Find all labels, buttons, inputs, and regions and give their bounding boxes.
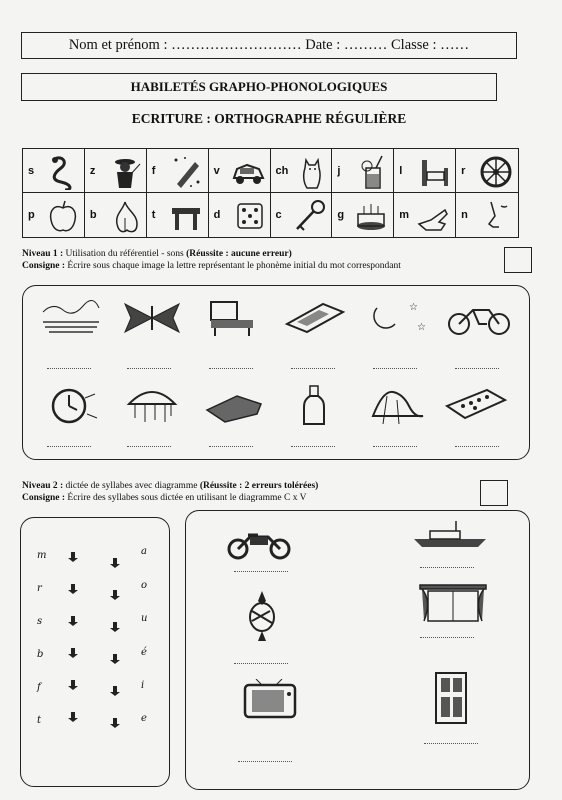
- ref-cell-ch: ch: [271, 149, 333, 193]
- ref-cell-m: m: [394, 193, 456, 237]
- armchair-icon: [203, 298, 263, 338]
- dictation-picture-frame: [185, 510, 530, 790]
- zorro-icon: [109, 154, 141, 190]
- answer-line[interactable]: [47, 446, 91, 447]
- niveau1-heading: Niveau 1 : Utilisation du référentiel - sons (Réussite : aucune erreur): [22, 249, 292, 259]
- title-box: [21, 73, 497, 101]
- ref-cell-g: g: [332, 193, 394, 237]
- cake-icon: [354, 198, 388, 234]
- answer-line[interactable]: [373, 446, 417, 447]
- consonant: m: [37, 550, 47, 561]
- answer-line[interactable]: [209, 368, 253, 369]
- door-icon: [432, 669, 472, 727]
- answer-line[interactable]: [291, 368, 335, 369]
- consonant: f: [37, 682, 41, 693]
- ref-cell-t: t: [147, 193, 209, 237]
- niveau1-consigne: Consigne : Écrire sous chaque image la lettre représentant le phonème initial du mot correspondant: [22, 261, 401, 271]
- ref-cell-b: b: [85, 193, 147, 237]
- ref-cell-l: l: [394, 149, 456, 193]
- niveau2-score-box[interactable]: [480, 480, 508, 506]
- answer-line[interactable]: [424, 743, 478, 744]
- answer-line[interactable]: [420, 637, 474, 638]
- answer-line[interactable]: [127, 368, 171, 369]
- niveau1-picture-frame: [22, 285, 530, 460]
- moon-icon: [367, 300, 427, 336]
- svg-text:☆: ☆: [417, 322, 426, 333]
- candy-icon: [242, 587, 282, 645]
- banana-icon: [111, 198, 141, 236]
- television-icon: [242, 679, 298, 721]
- motorbike-icon: [226, 523, 292, 561]
- consonant: s: [37, 616, 43, 627]
- ref-cell-v: v: [209, 149, 271, 193]
- bread-icon: [203, 388, 265, 424]
- rug-icon: [283, 300, 347, 334]
- ref-cell-n: n: [456, 193, 518, 237]
- butterfly-icon: [121, 300, 183, 336]
- answer-line[interactable]: [291, 446, 335, 447]
- cat-icon: [298, 154, 326, 192]
- jellyfish-icon: [121, 386, 183, 426]
- answer-line[interactable]: [455, 368, 499, 369]
- apple-icon: [47, 198, 79, 234]
- vowel: o: [141, 580, 148, 591]
- ref-cell-z: z: [85, 149, 147, 193]
- consonant: r: [37, 583, 42, 594]
- rocket-icon: [171, 154, 203, 190]
- answer-line[interactable]: [455, 446, 499, 447]
- consonant: b: [37, 649, 44, 660]
- consonant: t: [37, 715, 42, 726]
- vowel: é: [141, 647, 147, 658]
- window-curtains-icon: [416, 581, 490, 625]
- saddle-icon: [367, 386, 429, 426]
- ref-cell-d: d: [209, 193, 271, 237]
- bicycle-icon: [447, 300, 511, 336]
- domino-icon: [443, 386, 509, 420]
- vowel: e: [141, 713, 147, 724]
- ref-cell-j: j: [332, 149, 394, 193]
- answer-line[interactable]: [373, 368, 417, 369]
- ref-cell-p: p: [23, 193, 85, 237]
- landscape-icon: [41, 300, 101, 336]
- ref-cell-r: r: [456, 149, 518, 193]
- subtitle: ECRITURE : ORTHOGRAPHE RÉGULIÈRE: [131, 111, 407, 126]
- niveau2-consigne: Consigne : Écrire des syllabes sous dictée en utilisant le diagramme C x V: [22, 493, 307, 503]
- clock-icon: [41, 386, 101, 426]
- bottle-icon: [299, 384, 329, 426]
- identity-box: [21, 32, 517, 59]
- vowel: u: [141, 613, 148, 624]
- table-icon: [169, 198, 203, 234]
- niveau1-score-box[interactable]: [504, 247, 532, 273]
- answer-line[interactable]: [420, 567, 474, 568]
- ref-cell-f: f: [147, 149, 209, 193]
- boat-icon: [412, 517, 488, 551]
- juice-icon: [358, 154, 388, 192]
- identity-line[interactable]: Nom et prénom : ……………………… Date : ……… Classe : ……: [68, 37, 470, 53]
- answer-line[interactable]: [47, 368, 91, 369]
- snake-icon: [47, 154, 79, 190]
- nose-icon: [483, 198, 513, 234]
- hand-icon: [416, 198, 450, 234]
- answer-line[interactable]: [127, 446, 171, 447]
- key-icon: [292, 198, 326, 234]
- svg-text:☆: ☆: [409, 302, 418, 313]
- car-icon: [231, 154, 265, 190]
- answer-line[interactable]: [209, 446, 253, 447]
- answer-line[interactable]: [238, 761, 292, 762]
- answer-line[interactable]: [234, 663, 288, 664]
- vowel: i: [141, 680, 145, 691]
- ref-cell-s: s: [23, 149, 85, 193]
- ref-cell-c: c: [271, 193, 333, 237]
- answer-line[interactable]: [234, 571, 288, 572]
- wheel-icon: [479, 154, 513, 190]
- cxv-diagram-frame: [20, 517, 170, 787]
- page-title: HABILETÉS GRAPHO-PHONOLOGIQUES: [130, 79, 388, 94]
- bed-icon: [418, 154, 450, 190]
- vowel: a: [141, 546, 147, 557]
- reference-grid: [22, 148, 519, 238]
- niveau2-heading: Niveau 2 : dictée de syllabes avec diagramme (Réussite : 2 erreurs tolérées): [22, 481, 319, 491]
- dice-icon: [233, 198, 265, 234]
- diagram-marks: [61, 548, 131, 738]
